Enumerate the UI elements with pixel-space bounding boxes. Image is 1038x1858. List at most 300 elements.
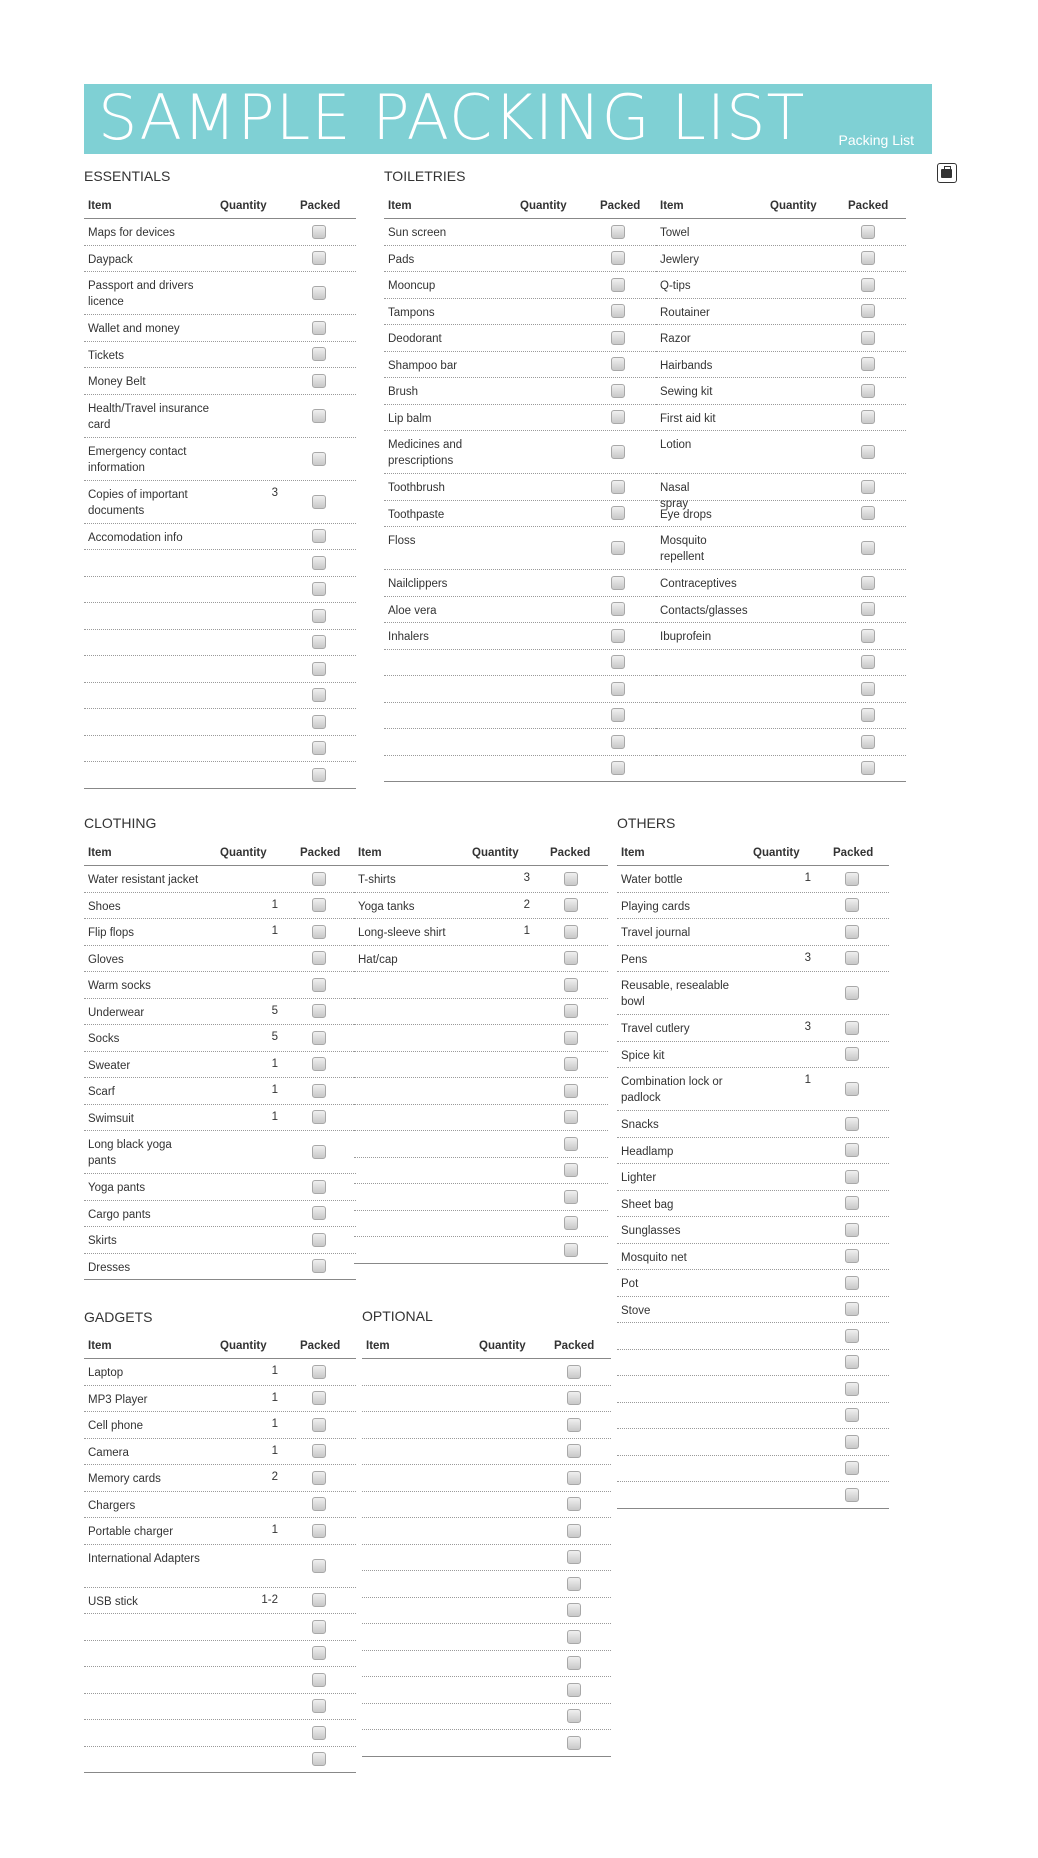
packed-checkbox[interactable] [312,978,326,992]
column-header-packed: Packed [300,200,341,212]
item-name: USB stick [88,1595,138,1608]
packed-checkbox[interactable] [312,251,326,265]
item-name: Swimsuit [88,1112,135,1125]
table-row [362,1465,611,1492]
packed-checkbox[interactable] [861,480,875,494]
item-quantity: 2 [523,898,530,911]
table-row [656,431,906,474]
table-row [384,352,658,379]
packed-checkbox[interactable] [564,1057,578,1071]
table-row [656,378,906,405]
item-name: Hairbands [660,359,713,372]
packed-checkbox[interactable] [567,1418,581,1432]
item-quantity: 1 [271,1418,278,1430]
packed-checkbox[interactable] [312,768,326,782]
packed-checkbox[interactable] [611,602,625,616]
table-row [656,246,906,273]
packed-checkbox[interactable] [312,1444,326,1458]
packed-checkbox[interactable] [845,1329,859,1343]
packed-checkbox[interactable] [312,1145,326,1159]
packed-checkbox[interactable] [845,986,859,1000]
table-row [617,866,889,893]
item-name: Medicines and prescriptions [388,439,463,467]
table-row [617,1429,889,1456]
packed-checkbox[interactable] [611,682,625,696]
table-row [84,1412,356,1439]
table-row [362,1492,611,1519]
item-name: Aloe vera [388,604,437,617]
packed-checkbox[interactable] [312,1004,326,1018]
item-name: Copies of important documents [88,488,188,517]
packed-checkbox[interactable] [611,708,625,722]
table-row [617,972,889,1015]
item-quantity: 1 [271,925,278,937]
item-name: International Adapters [88,1552,200,1565]
item-name: Lip balm [388,412,432,425]
packed-checkbox[interactable] [312,556,326,570]
item-name: Travel cutlery [621,1023,690,1035]
essentials-title: ESSENTIALS [84,168,171,184]
item-name: Sweater [88,1059,131,1072]
packed-checkbox[interactable] [567,1603,581,1617]
packed-checkbox[interactable] [845,1355,859,1369]
item-name: Chargers [88,1499,136,1512]
packed-checkbox[interactable] [611,445,625,459]
table-row [84,1465,356,1492]
packed-checkbox[interactable] [611,655,625,669]
packed-checkbox[interactable] [567,1550,581,1564]
packed-checkbox[interactable] [312,409,326,423]
table-row [617,946,889,973]
table-row [362,1439,611,1466]
packed-checkbox[interactable] [845,1143,859,1157]
table-row [384,756,658,783]
packed-checkbox[interactable] [312,1559,326,1573]
packed-checkbox[interactable] [861,602,875,616]
table-row [84,1131,356,1174]
item-name: Lighter [621,1172,657,1184]
packed-checkbox[interactable] [312,898,326,912]
packed-checkbox[interactable] [312,1418,326,1432]
packed-checkbox[interactable] [312,741,326,755]
packed-checkbox[interactable] [611,304,625,318]
packed-checkbox[interactable] [861,682,875,696]
table-row [362,1677,611,1704]
item-name: Yoga pants [88,1182,146,1194]
column-header-quantity: Quantity [472,847,519,859]
packed-checkbox[interactable] [564,1084,578,1098]
packed-checkbox[interactable] [861,384,875,398]
item-name: Mooncup [388,280,436,292]
column-header-item: Item [388,200,412,212]
item-quantity: 5 [271,1031,278,1043]
column-header-item: Item [660,200,684,212]
item-name: Cell phone [88,1420,143,1432]
table-row [84,1052,356,1079]
packed-checkbox[interactable] [312,715,326,729]
packed-checkbox[interactable] [312,1646,326,1660]
item-name: MP3 Player [88,1393,148,1406]
table-row [656,756,906,783]
packed-checkbox[interactable] [312,1497,326,1511]
packed-checkbox[interactable] [845,1082,859,1096]
table-row [84,438,356,481]
table-row [384,729,658,756]
packed-checkbox[interactable] [567,1736,581,1750]
packed-checkbox[interactable] [312,1110,326,1124]
packed-checkbox[interactable] [567,1444,581,1458]
packed-checkbox[interactable] [611,506,625,520]
packed-checkbox[interactable] [312,688,326,702]
packed-checkbox[interactable] [312,1471,326,1485]
table-row [617,1376,889,1403]
packed-checkbox[interactable] [564,1031,578,1045]
packed-checkbox[interactable] [312,495,326,509]
packed-checkbox[interactable] [312,1031,326,1045]
table-row [384,501,658,528]
packed-checkbox[interactable] [861,576,875,590]
item-name: Long-sleeve shirt [358,927,446,939]
table-row [354,1184,608,1211]
item-quantity: 3 [523,872,530,884]
item-name: Sun screen [388,227,447,239]
table-row [656,501,906,528]
item-quantity: 1 [271,1365,278,1377]
table-row [84,524,356,551]
packed-checkbox[interactable] [312,1673,326,1687]
packed-checkbox[interactable] [312,286,326,300]
packed-checkbox[interactable] [861,761,875,775]
table-row [362,1412,611,1439]
packed-checkbox[interactable] [564,951,578,965]
table-row [84,1359,356,1386]
packed-checkbox[interactable] [312,347,326,361]
item-name: Mosquito net [621,1251,687,1264]
packed-checkbox[interactable] [564,925,578,939]
item-name: Eye drops [660,508,712,521]
table-header [362,1334,611,1359]
packed-checkbox[interactable] [845,1435,859,1449]
item-name: Travel journal [621,927,691,939]
column-header-quantity: Quantity [479,1340,526,1352]
item-quantity: 1 [804,1074,811,1086]
table-row [362,1598,611,1625]
table-header [617,841,889,866]
table-header [354,841,608,866]
table-row [384,474,658,501]
packed-checkbox[interactable] [611,480,625,494]
table-header [84,841,356,866]
table-row [617,1068,889,1111]
packed-checkbox[interactable] [312,635,326,649]
packed-checkbox[interactable] [845,1461,859,1475]
packed-checkbox[interactable] [611,761,625,775]
packed-checkbox[interactable] [564,1243,578,1257]
packed-checkbox[interactable] [845,1223,859,1237]
packed-checkbox[interactable] [861,251,875,265]
table-row [362,1624,611,1651]
packed-checkbox[interactable] [312,1259,326,1273]
item-name: Lotion [660,439,692,451]
packed-checkbox[interactable] [312,321,326,335]
item-name: Water resistant jacket [88,874,199,886]
packed-checkbox[interactable] [611,225,625,239]
packed-checkbox[interactable] [312,225,326,239]
item-name: Shampoo bar [388,359,458,372]
suitcase-icon[interactable] [937,163,957,183]
packed-checkbox[interactable] [611,251,625,265]
packed-checkbox[interactable] [312,1180,326,1194]
table-row [384,325,658,352]
packed-checkbox[interactable] [861,331,875,345]
item-name: Combination lock or padlock [621,1076,723,1104]
table-row [354,1131,608,1158]
packed-checkbox[interactable] [845,1408,859,1422]
item-quantity: 1 [271,1524,278,1536]
packed-checkbox[interactable] [312,872,326,886]
toiletries-title: TOILETRIES [384,168,466,184]
packed-checkbox[interactable] [564,1110,578,1124]
table-row [84,1025,356,1052]
table-row [656,474,906,510]
clothing-right-table [354,841,608,1264]
table-row [84,550,356,577]
packed-checkbox[interactable] [564,1004,578,1018]
table-row [84,630,356,657]
packed-checkbox[interactable] [312,1726,326,1740]
table-header [384,194,658,219]
table-row [84,1720,356,1747]
item-name: Stove [621,1304,651,1317]
item-name: Laptop [88,1367,124,1379]
packed-checkbox[interactable] [312,1057,326,1071]
item-name: Nasal spray [660,482,690,510]
column-header-packed: Packed [554,1340,595,1352]
page-subtitle: Packing List [838,132,914,148]
packed-checkbox[interactable] [312,374,326,388]
packed-checkbox[interactable] [845,1117,859,1131]
packed-checkbox[interactable] [861,735,875,749]
packed-checkbox[interactable] [312,609,326,623]
clothing-left-table [84,841,356,1280]
packed-checkbox[interactable] [861,629,875,643]
table-row [354,1052,608,1079]
packed-checkbox[interactable] [845,1021,859,1035]
packed-checkbox[interactable] [611,384,625,398]
packed-checkbox[interactable] [845,1276,859,1290]
packed-checkbox[interactable] [312,1699,326,1713]
packed-checkbox[interactable] [567,1471,581,1485]
item-name: Money Belt [88,376,146,388]
table-row [617,919,889,946]
table-row [384,431,658,474]
table-row [656,570,906,597]
table-row [384,299,658,326]
table-row [354,1078,608,1105]
packed-checkbox[interactable] [567,1391,581,1405]
item-name: Long black yoga pants [88,1139,172,1167]
packed-checkbox[interactable] [567,1577,581,1591]
packed-checkbox[interactable] [312,1752,326,1766]
table-row [354,946,608,973]
table-row [84,1614,356,1641]
table-row [656,219,906,246]
packed-checkbox[interactable] [861,357,875,371]
packed-checkbox[interactable] [611,331,625,345]
packed-checkbox[interactable] [845,1170,859,1184]
table-row [362,1651,611,1678]
packed-checkbox[interactable] [312,452,326,466]
packed-checkbox[interactable] [567,1630,581,1644]
table-row [656,352,906,379]
item-name: Memory cards [88,1473,161,1485]
optional-title: OPTIONAL [362,1308,433,1324]
packed-checkbox[interactable] [564,898,578,912]
table-row [656,272,906,299]
packed-checkbox[interactable] [312,951,326,965]
packed-checkbox[interactable] [312,1524,326,1538]
packed-checkbox[interactable] [845,898,859,912]
item-name: Headlamp [621,1145,674,1158]
item-name: Underwear [88,1006,145,1019]
item-quantity: 3 [804,1021,811,1033]
item-name: Portable charger [88,1526,174,1538]
item-name: Towel [660,227,690,239]
item-quantity: 1 [271,898,278,911]
table-row [84,919,356,946]
packed-checkbox[interactable] [564,872,578,886]
packed-checkbox[interactable] [564,1216,578,1230]
table-row [384,623,658,650]
packed-checkbox[interactable] [312,1084,326,1098]
table-row [84,683,356,710]
item-quantity: 3 [804,951,811,964]
table-row [617,1403,889,1430]
table-row [617,1456,889,1483]
table-row [617,1323,889,1350]
item-quantity: 1 [271,1391,278,1404]
item-name: Ibuprofein [660,631,712,643]
packed-checkbox[interactable] [312,1620,326,1634]
packed-checkbox[interactable] [861,410,875,424]
packed-checkbox[interactable] [611,278,625,292]
packed-checkbox[interactable] [861,506,875,520]
packed-checkbox[interactable] [564,1190,578,1204]
table-row [384,272,658,299]
table-row [354,1025,608,1052]
packed-checkbox[interactable] [845,1302,859,1316]
packed-checkbox[interactable] [611,735,625,749]
table-row [84,219,356,246]
title-banner [84,81,932,154]
table-row [617,1042,889,1069]
packed-checkbox[interactable] [845,1488,859,1502]
packed-checkbox[interactable] [861,304,875,318]
table-row [354,1105,608,1132]
packed-checkbox[interactable] [845,1249,859,1263]
packed-checkbox[interactable] [845,1196,859,1210]
table-row [84,1518,356,1545]
table-row [84,368,356,395]
item-name: Maps for devices [88,227,175,239]
packed-checkbox[interactable] [845,951,859,965]
item-name: Jewlery [660,253,699,266]
item-name: Playing cards [621,900,691,913]
others-title: OTHERS [617,815,676,831]
packed-checkbox[interactable] [861,655,875,669]
packed-checkbox[interactable] [845,872,859,886]
packed-checkbox[interactable] [611,357,625,371]
table-row [656,405,906,432]
packed-checkbox[interactable] [567,1709,581,1723]
packed-checkbox[interactable] [564,1163,578,1177]
table-row [384,246,658,273]
packed-checkbox[interactable] [567,1497,581,1511]
packed-checkbox[interactable] [567,1365,581,1379]
item-name: Razor [660,333,691,345]
packed-checkbox[interactable] [567,1524,581,1538]
table-row [84,246,356,273]
packed-checkbox[interactable] [611,541,625,555]
item-quantity: 1 [271,1444,278,1457]
item-quantity: 1 [804,872,811,884]
packed-checkbox[interactable] [312,662,326,676]
packed-checkbox[interactable] [861,445,875,459]
packed-checkbox[interactable] [611,576,625,590]
column-header-quantity: Quantity [753,847,800,859]
item-name: Toothbrush [388,482,445,494]
packed-checkbox[interactable] [312,582,326,596]
item-name: First aid kit [660,412,716,425]
item-name: Inhalers [388,631,429,643]
table-row [384,378,658,405]
packed-checkbox[interactable] [861,225,875,239]
table-row [617,1138,889,1165]
item-name: Sheet bag [621,1198,674,1211]
packed-checkbox[interactable] [312,1391,326,1405]
table-row [617,1244,889,1271]
packed-checkbox[interactable] [845,1382,859,1396]
packed-checkbox[interactable] [845,925,859,939]
packed-checkbox[interactable] [312,925,326,939]
column-header-packed: Packed [833,847,874,859]
column-header-item: Item [88,847,112,859]
packed-checkbox[interactable] [861,708,875,722]
packed-checkbox[interactable] [611,410,625,424]
packed-checkbox[interactable] [312,1233,326,1247]
packed-checkbox[interactable] [861,541,875,555]
packed-checkbox[interactable] [564,1137,578,1151]
column-header-packed: Packed [550,847,591,859]
column-header-packed: Packed [848,200,889,212]
packed-checkbox[interactable] [567,1683,581,1697]
table-row [384,405,658,432]
packed-checkbox[interactable] [312,1365,326,1379]
essentials-table [84,194,356,789]
packed-checkbox[interactable] [845,1047,859,1061]
packed-checkbox[interactable] [312,1206,326,1220]
packed-checkbox[interactable] [312,529,326,543]
packed-checkbox[interactable] [312,1593,326,1607]
packed-checkbox[interactable] [567,1656,581,1670]
item-quantity: 1 [271,1057,278,1070]
table-row [84,893,356,920]
packed-checkbox[interactable] [611,629,625,643]
packed-checkbox[interactable] [861,278,875,292]
packed-checkbox[interactable] [564,978,578,992]
table-row [84,1694,356,1721]
table-row [656,650,906,677]
